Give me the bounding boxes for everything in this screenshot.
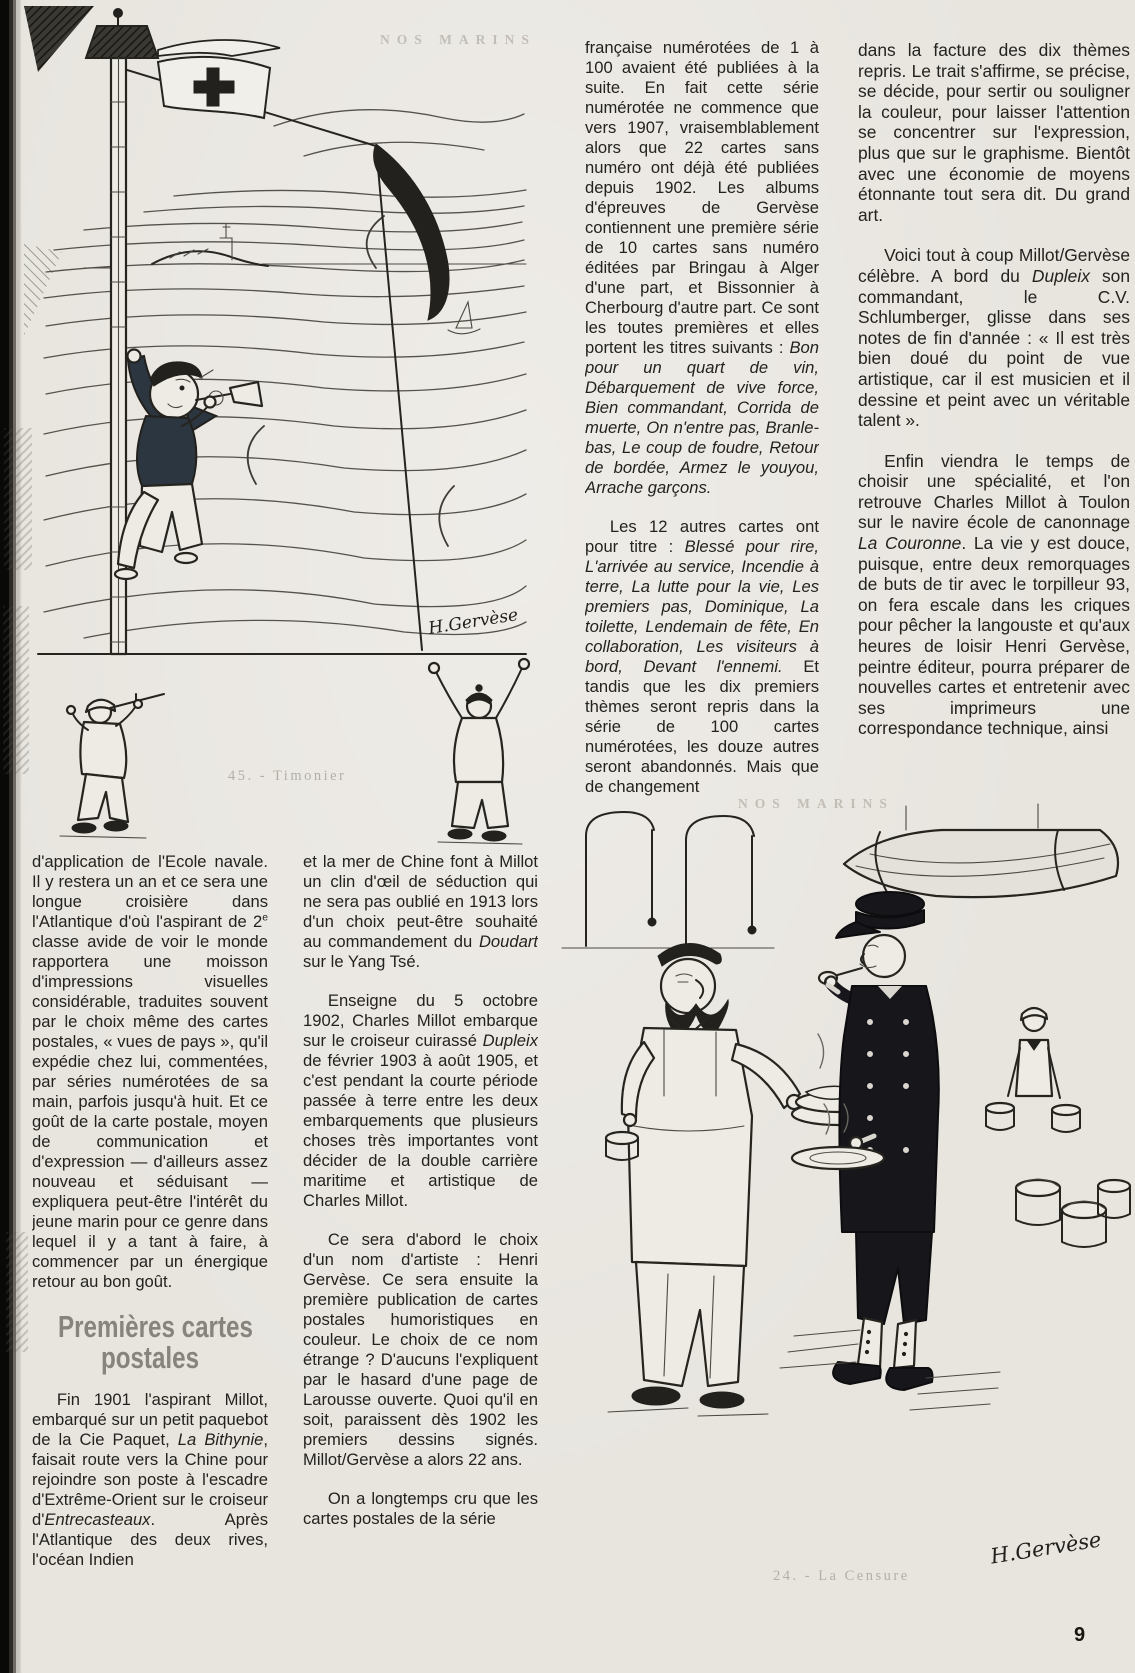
article-paragraph: dans la facture des dix thèmes repris. Le trait s'affirme, se précise, se décide, pour sertir ou souligner la couleur, pour laisser l'attention se concentrer sur l'expression, plus que sur le graphisme. Bientôt avec une économie de moyens étonnante tout sera dit. Du grand art. bbox=[858, 40, 1130, 225]
article-paragraph: Enfin viendra le temps de choisir une spécialité, et l'on retrouve Charles Millot à Toulon sur le navire école de canonnage La Couronne. La vie y est douce, puisque, entre deux remorquages de buts de tir avec le torpilleur 93, on fera escale dans les criques pour pêcher la langouste et qu'aux heures de loisir Henri Gervèse, peintre éditeur, pourra préparer de nouvelles cartes et entretenir avec ses imprimeurs une correspondance technique, ainsi bbox=[858, 450, 1130, 739]
officer-shoe bbox=[886, 1368, 932, 1390]
article-paragraph: Enseigne du 5 octobre 1902, Charles Millot embarque sur le croiseur cuirassé Dupleix de février 1903 à août 1905, et c'est pendant la courte période passée à terre entre les deux embarquements que plusieurs choses très importantes vont décider de la double carrière maritime et artistique de Charles Millot. bbox=[303, 991, 538, 1210]
jumper bbox=[137, 416, 196, 486]
article-paragraph: Voici tout à coup Millot/Gervèse célèbre. A bord du Dupleix son commandant, le C.V. Schlumberger, glisse dans ses notes de fin d'année : « Il est très bien doué du point de vue artistique, car il est musicien et il dessine et peint avec un véritable talent ». bbox=[858, 245, 1130, 431]
lookout-sailor-telescope bbox=[60, 694, 164, 838]
spats bbox=[858, 1318, 916, 1368]
masthead-platform bbox=[86, 26, 158, 58]
cook-trousers bbox=[636, 1262, 744, 1386]
article-column-bottom-middle bbox=[303, 852, 538, 1612]
scan-smudge bbox=[6, 1232, 28, 1352]
sailboat bbox=[448, 302, 480, 334]
series-title: NOS MARINS bbox=[738, 796, 894, 811]
page-number: 9 bbox=[1074, 1624, 1086, 1646]
la-censure-drawing bbox=[538, 796, 1132, 1598]
illustration-caption: 45. - Timonier bbox=[228, 768, 347, 784]
article-paragraph: Ce sera d'abord le choix d'un nom d'artiste : Henri Gervèse. Ce sera ensuite la première publication de cartes postales humoristiques en couleur. Le choix de ce nom étrange ? D'aucuns l'expliquent par le hasard d'une page de Larousse ouverte. Quoi qu'il en soit, paraissent dès 1902 les premiers dessins signés. Millot/Gervèse a alors 22 ans. bbox=[303, 1230, 538, 1469]
mast-and-rigging bbox=[86, 9, 449, 655]
officer-peaked-cap bbox=[836, 892, 924, 938]
davits-and-rail bbox=[562, 812, 774, 948]
stacked-pots bbox=[1016, 1179, 1130, 1247]
article-paragraph: et la mer de Chine font à Millot un clin d'œil de séduction qui ne sera pas oublié en 1913 lors d'un choix peut-être souhaité au commandement du Doudart sur le Yang Tsé. bbox=[303, 852, 538, 971]
buckets bbox=[986, 1103, 1080, 1132]
illustration-la-censure bbox=[538, 796, 1132, 1598]
article-paragraph: On a longtemps cru que les cartes postales de la série bbox=[303, 1489, 538, 1528]
white-pennant bbox=[158, 40, 280, 56]
article-column-bottom-left bbox=[32, 852, 268, 1616]
officer-trousers bbox=[856, 1232, 932, 1324]
sailor-mast-drawing bbox=[24, 6, 538, 848]
article-paragraph: Fin 1901 l'aspirant Millot, embarqué sur un petit paquebot de la Cie Paquet, La Bithynie, faisait route vers la Chine pour rejoindre son poste à l'escadre d'Extrême-Orient sur le croiseur d'Entrecasteaux. Après l'Atlantique des deux rives, l'océan Indien bbox=[32, 1390, 268, 1569]
illustration-caption: 24. - La Censure bbox=[773, 1568, 910, 1584]
article-paragraph: Les 12 autres cartes ont pour titre : Blessé pour rire, L'arrivée au service, Incendie à terre, La lutte pour la vie, Les premiers pas, Dominique, La toilette, Lendemain de fête, En collaboration, Les visiteurs à bord, Devant l'ennemi. Et tandis que les dix premiers thèmes seront repris dans la série de 100 cartes numérotées, les douze autres seront abandonnés. Mais que de changement bbox=[585, 517, 819, 796]
background-sailor-with-buckets bbox=[986, 1008, 1080, 1132]
scan-edge-artifact bbox=[0, 0, 22, 1673]
tasting-spoon bbox=[834, 968, 862, 976]
officer-figure bbox=[780, 892, 1000, 1410]
article-paragraph: française numérotées de 1 à 100 avaient été publiées à la suite. En fait cette série numérotée ne commence que vers 1907, vraisemblablement alors que 22 cartes sans numéro ont déjà été publiées depuis 1902. Les albums d'épreuves de Gervèse contiennent une première série de 10 cartes sans numéro éditées par Bringau à Alger d'une part, et Bissonnier à Cherbourg d'autre part. Ce sont les toutes premières et elles portent les titres suivants : Bon pour un quart de vin, Débarquement de vive force, Bien commandant, Corrida de muerte, On n'entre pas, Branle-bas, Le coup de foudre, Retour de bordée, Armez le youyou, Arrache garçons. bbox=[585, 38, 819, 497]
cross-flag bbox=[158, 57, 270, 118]
cheering-sailor bbox=[429, 659, 529, 844]
article-column-top-right bbox=[858, 40, 1130, 826]
section-heading-line2: postales bbox=[100, 1340, 200, 1375]
artist-signature: H.Gervèse bbox=[426, 605, 520, 639]
article-paragraph: d'application de l'Ecole navale. Il y restera un an et ce sera une longue croisière dans l'Atlantique d'où l'aspirant de 2e classe avide de voir le monde rapportera une moisson d'impressions visuelles considérable, traduites souvent par le choix même des cartes postales, « vues de pays », qu'il expédie chez lui, commentées, par séries numérotées de sa main, parfois jusqu'à huit. Et ce goût de la carte postale, moyen de communication et d'expression — d'ailleurs assez nouveau et séduisant — expliquera peut-être l'intérêt du jeune marin pour ce genre dans lequel il y a tant à faire, à commencer par un énergique retour au bon goût. bbox=[32, 852, 268, 1291]
artist-signature: H.Gervèse bbox=[988, 1527, 1103, 1569]
section-heading-line1: Premières cartes bbox=[57, 1309, 253, 1344]
section-heading bbox=[32, 1311, 268, 1373]
illustration-sailor-on-mast bbox=[24, 6, 538, 848]
lifeboat bbox=[844, 804, 1118, 897]
article-column-top-left bbox=[585, 38, 819, 830]
series-title: NOS MARINS bbox=[380, 32, 536, 47]
officer-shoe bbox=[833, 1362, 881, 1384]
